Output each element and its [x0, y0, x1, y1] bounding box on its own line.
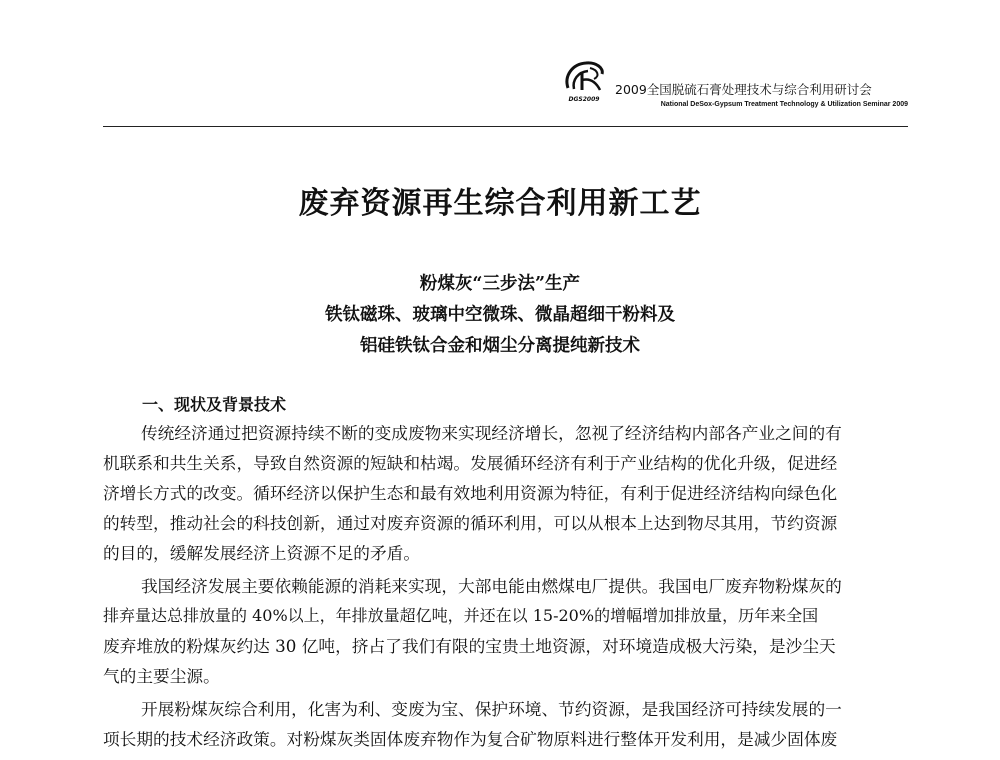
paragraph-line: 的目的，缓解发展经济上资源不足的矛盾。: [103, 543, 421, 563]
paragraph-line: 排弃量达总排放量的 40%以上，年排放量超亿吨，并还在以 15-20%的增幅增加排放量，历年来全国: [103, 606, 819, 625]
paper-title: 废弃资源再生综合利用新工艺: [298, 186, 702, 221]
paragraph-line: 项长期的技术经济政策。对粉煤灰类固体废弃物作为复合矿物原料进行整体开发利用，是减少固体废: [103, 729, 838, 749]
conference-logo-icon: [560, 58, 608, 98]
subtitle-line-2: 铁钛磁珠、玻璃中空微珠、微晶超细干粉料及: [325, 305, 675, 325]
paragraph-line: 机联系和共生关系，导致自然资源的短缺和枯竭。发展循环经济有利于产业结构的优化升级，促进经: [103, 453, 838, 473]
conference-title: 2009全国脱硫石膏处理技术与综合利用研讨会: [615, 82, 872, 97]
paragraph-line: 的转型，推动社会的科技创新，通过对废弃资源的循环利用，可以从根本上达到物尽其用，节约资源: [103, 513, 838, 533]
paragraph-line: 气的主要尘源。: [103, 666, 220, 686]
conference-logo: [560, 58, 608, 110]
paragraph-line: 开展粉煤灰综合利用，化害为利、变废为宝、保护环境、节约资源，是我国经济可持续发展的一: [141, 699, 842, 719]
logo-text: DGS2009: [568, 96, 600, 103]
conference-subtitle: National DeSox-Gypsum Treatment Technology & Utilization Seminar 2009: [660, 101, 908, 108]
paragraph-line: 我国经济发展主要依赖能源的消耗来实现，大部电能由燃煤电厂提供。我国电厂废弃物粉煤灰的: [141, 576, 842, 596]
page-header: [103, 58, 908, 130]
paragraph-line: 废弃堆放的粉煤灰约达 30 亿吨，挤占了我们有限的宝贵土地资源，对环境造成极大污染，是沙尘天: [103, 636, 836, 656]
header-rule: [103, 126, 908, 127]
subtitle-line-3: 铝硅铁钛合金和烟尘分离提纯新技术: [360, 336, 640, 356]
subtitle-line-1: 粉煤灰“三步法”生产: [419, 274, 581, 294]
section-heading: 一、现状及背景技术: [142, 395, 287, 414]
paragraph-line: 济增长方式的改变。循环经济以保护生态和最有效地利用资源为特征，有利于促进经济结构向绿色化: [103, 483, 838, 503]
paragraph-line: 传统经济通过把资源持续不断的变成废物来实现经济增长，忽视了经济结构内部各产业之间的有: [141, 423, 842, 443]
